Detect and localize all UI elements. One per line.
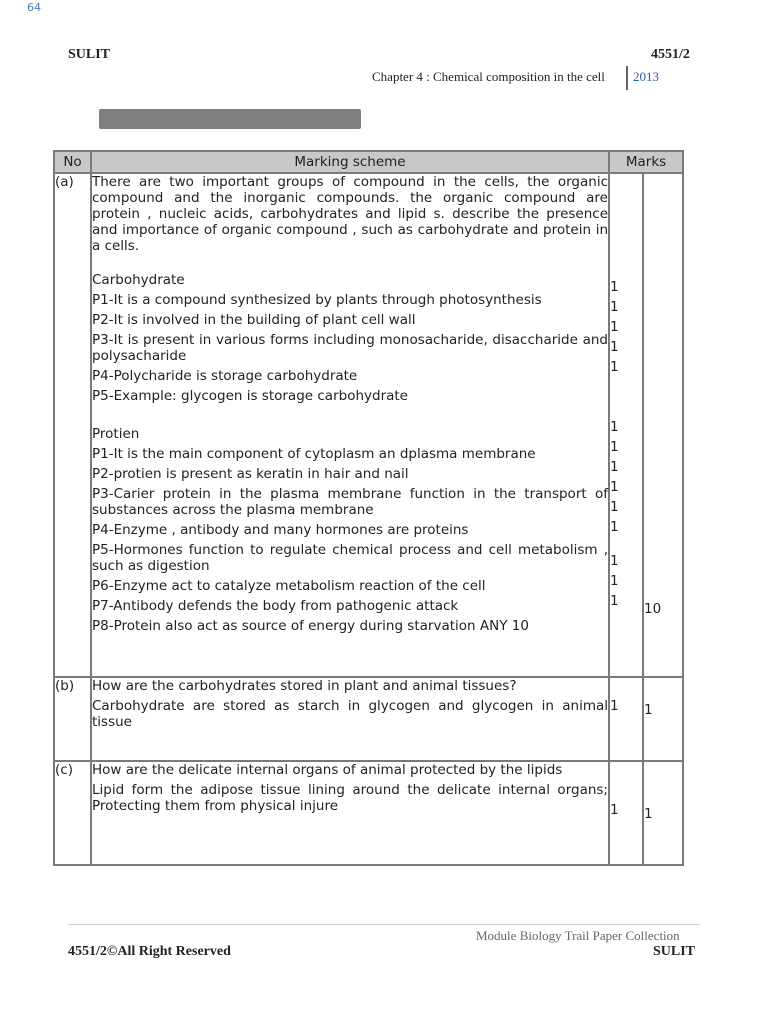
row-label: (c)	[54, 761, 91, 865]
marks-cell	[609, 761, 643, 865]
footer-sulit: SULIT	[653, 944, 696, 959]
header-divider	[626, 66, 628, 90]
mark-value: 1	[610, 359, 619, 375]
mark-value: 1	[610, 299, 619, 315]
header-marking-scheme: Marking scheme	[91, 151, 609, 173]
scheme-cell	[91, 173, 609, 677]
table-header-row	[54, 151, 683, 173]
mark-value: 1	[610, 439, 619, 455]
scheme-cell	[91, 761, 609, 865]
point: P6-Enzyme act to catalyze metabolism reaction of the cell	[92, 578, 486, 594]
point: P2-It is involved in the building of plant cell wall	[92, 312, 416, 328]
page-number: 64	[27, 1, 41, 14]
question-text: There are two important groups of compound in the cells, the organic compound and the inorganic compounds. the organic compound are protein , nucleic acids, carbohydrates and lipid s. describe the presence and importance of organic compound , such as carbohydrate and protein in a cells.	[92, 174, 608, 254]
mark-value: 1	[610, 573, 619, 589]
total-marks-cell	[643, 173, 683, 677]
mark-value: 1	[610, 593, 619, 609]
chapter-title: Chapter 4 : Chemical composition in the cell	[372, 69, 605, 84]
header-marks: Marks	[609, 151, 683, 173]
mark-value: 1	[610, 339, 619, 355]
point: P1-It is a compound synthesized by plants through photosynthesis	[92, 292, 542, 308]
section-title-bar	[99, 109, 361, 129]
point: P7-Antibody defends the body from pathogenic attack	[92, 598, 459, 614]
total-mark: 1	[644, 806, 653, 822]
mark-value: 1	[610, 499, 619, 515]
point: P2-protien is present as keratin in hair and nail	[92, 466, 409, 482]
point: P3-Carier protein in the plasma membrane function in the transport of substances across the plasma membrane	[92, 486, 608, 518]
total-mark: 10	[644, 601, 662, 617]
mark-value: 1	[610, 802, 619, 818]
point: P1-It is the main component of cytoplasm an dplasma membrane	[92, 446, 536, 462]
answer-text: Carbohydrate are stored as starch in glycogen and glycogen in animal tissue	[92, 698, 608, 730]
mark-value: 1	[610, 419, 619, 435]
mark-value: 1	[610, 279, 619, 295]
answer-text: Lipid form the adipose tissue lining around the delicate internal organs; Protecting them from physical injure	[92, 782, 608, 814]
table-row	[54, 761, 683, 865]
footer-module-title: Module Biology Trail Paper Collection	[476, 928, 680, 943]
header-year: 2013	[633, 69, 659, 84]
section-heading: Carbohydrate	[92, 272, 185, 288]
scheme-cell	[91, 677, 609, 761]
question-text: How are the carbohydrates stored in plant and animal tissues?	[92, 678, 517, 694]
point: P3-It is present in various forms including monosacharide, disaccharide and polysacharide	[92, 332, 608, 364]
section-heading: Protien	[92, 426, 140, 442]
footer-divider	[68, 924, 700, 925]
mark-value: 1	[610, 459, 619, 475]
point: P4-Enzyme , antibody and many hormones are proteins	[92, 522, 469, 538]
marking-scheme-table	[53, 150, 684, 866]
total-marks-cell	[643, 761, 683, 865]
point: P4-Polycharide is storage carbohydrate	[92, 368, 358, 384]
mark-value: 1	[610, 479, 619, 495]
table-row	[54, 677, 683, 761]
header-no: No	[54, 151, 91, 173]
total-mark: 1	[644, 702, 653, 718]
point: P5-Hormones function to regulate chemical process and cell metabolism , such as digestion	[92, 542, 608, 574]
point: P5-Example: glycogen is storage carbohydrate	[92, 388, 408, 404]
question-text: How are the delicate internal organs of animal protected by the lipids	[92, 762, 563, 778]
mark-value: 1	[610, 519, 619, 535]
mark-value: 1	[610, 553, 619, 569]
row-label: (b)	[54, 677, 91, 761]
mark-value: 1	[610, 319, 619, 335]
table-row	[54, 173, 683, 677]
row-label: (a)	[54, 173, 91, 677]
mark-value: 1	[610, 698, 619, 714]
point: P8-Protein also act as source of energy during starvation ANY 10	[92, 618, 529, 634]
marks-cell	[609, 173, 643, 677]
header-sulit: SULIT	[68, 47, 111, 62]
footer-copyright: 4551/2©All Right Reserved	[68, 944, 231, 959]
header-paper-code: 4551/2	[651, 47, 690, 62]
total-marks-cell	[643, 677, 683, 761]
marks-cell	[609, 677, 643, 761]
